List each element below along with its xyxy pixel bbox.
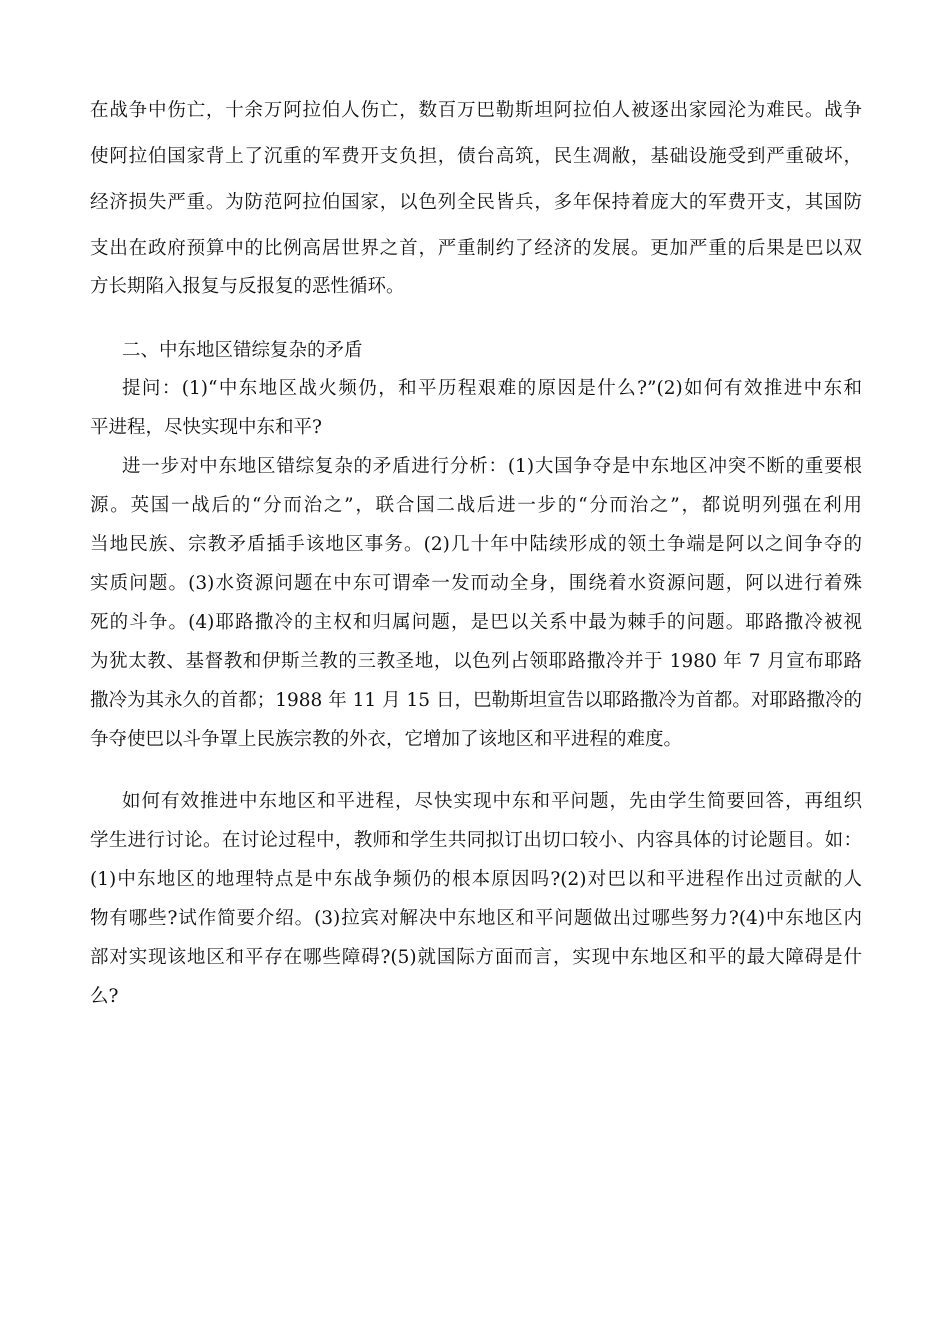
analysis-line: 撒冷为其永久的首都；1988 年 11 月 15 日，巴勒斯坦宣告以耶路撒冷为首都。对耶路撒冷的 (90, 690, 862, 711)
paragraph-line: 在战争中伤亡，十余万阿拉伯人伤亡，数百万巴勒斯坦阿拉伯人被逐出家园沦为难民。战争 (90, 100, 862, 121)
analysis-line: 源。英国一战后的“分而治之”，联合国二战后进一步的“分而治之”，都说明列强在利用 (90, 495, 862, 516)
question-line: 平进程，尽快实现中东和平? (90, 417, 322, 438)
discussion-line: 学生进行讨论。在讨论过程中，教师和学生共同拟订出切口较小、内容具体的讨论题目。如： (90, 830, 862, 851)
paragraph-line: 方长期陷入报复与反报复的恶性循环。 (90, 276, 405, 297)
paragraph-line: 支出在政府预算中的比例高居世界之首，严重制约了经济的发展。更加严重的后果是巴以双 (90, 238, 862, 259)
analysis-line: 为犹太教、基督教和伊斯兰教的三教圣地，以色列占领耶路撒冷并于 1980 年 7 月宣布耶路 (90, 651, 862, 672)
paragraph-line: 使阿拉伯国家背上了沉重的军费开支负担，债台高筑，民生凋敝，基础设施受到严重破坏， (90, 146, 862, 167)
analysis-line: 死的斗争。(4)耶路撒冷的主权和归属问题，是巴以关系中最为棘手的问题。耶路撒冷被视 (90, 612, 862, 633)
discussion-line: (1)中东地区的地理特点是中东战争频仍的根本原因吗?(2)对巴以和平进程作出过贡献的人 (90, 869, 862, 890)
analysis-line: 进一步对中东地区错综复杂的矛盾进行分析：(1)大国争夺是中东地区冲突不断的重要根 (122, 456, 862, 477)
discussion-line: 部对实现该地区和平存在哪些障碍?(5)就国际方面而言，实现中东地区和平的最大障碍是什 (90, 947, 862, 968)
section-heading: 二、中东地区错综复杂的矛盾 (122, 340, 363, 361)
analysis-line: 争夺使巴以斗争罩上民族宗教的外衣，它增加了该地区和平进程的难度。 (90, 729, 683, 750)
question-line: 提问：(1)“中东地区战火频仍，和平历程艰难的原因是什么?”(2)如何有效推进中东和 (122, 378, 862, 399)
discussion-line: 物有哪些?试作简要介绍。(3)拉宾对解决中东地区和平问题做出过哪些努力?(4)中东地区内 (90, 908, 862, 929)
analysis-line: 实质问题。(3)水资源问题在中东可谓牵一发而动全身，围绕着水资源问题，阿以进行着殊 (90, 573, 862, 594)
paragraph-line: 经济损失严重。为防范阿拉伯国家，以色列全民皆兵，多年保持着庞大的军费开支，其国防 (90, 192, 862, 213)
discussion-line: 么? (90, 986, 119, 1007)
discussion-line: 如何有效推进中东地区和平进程，尽快实现中东和平问题，先由学生简要回答，再组织 (122, 791, 862, 812)
analysis-line: 当地民族、宗教矛盾插手该地区事务。(2)几十年中陆续形成的领土争端是阿以之间争夺的 (90, 534, 862, 555)
